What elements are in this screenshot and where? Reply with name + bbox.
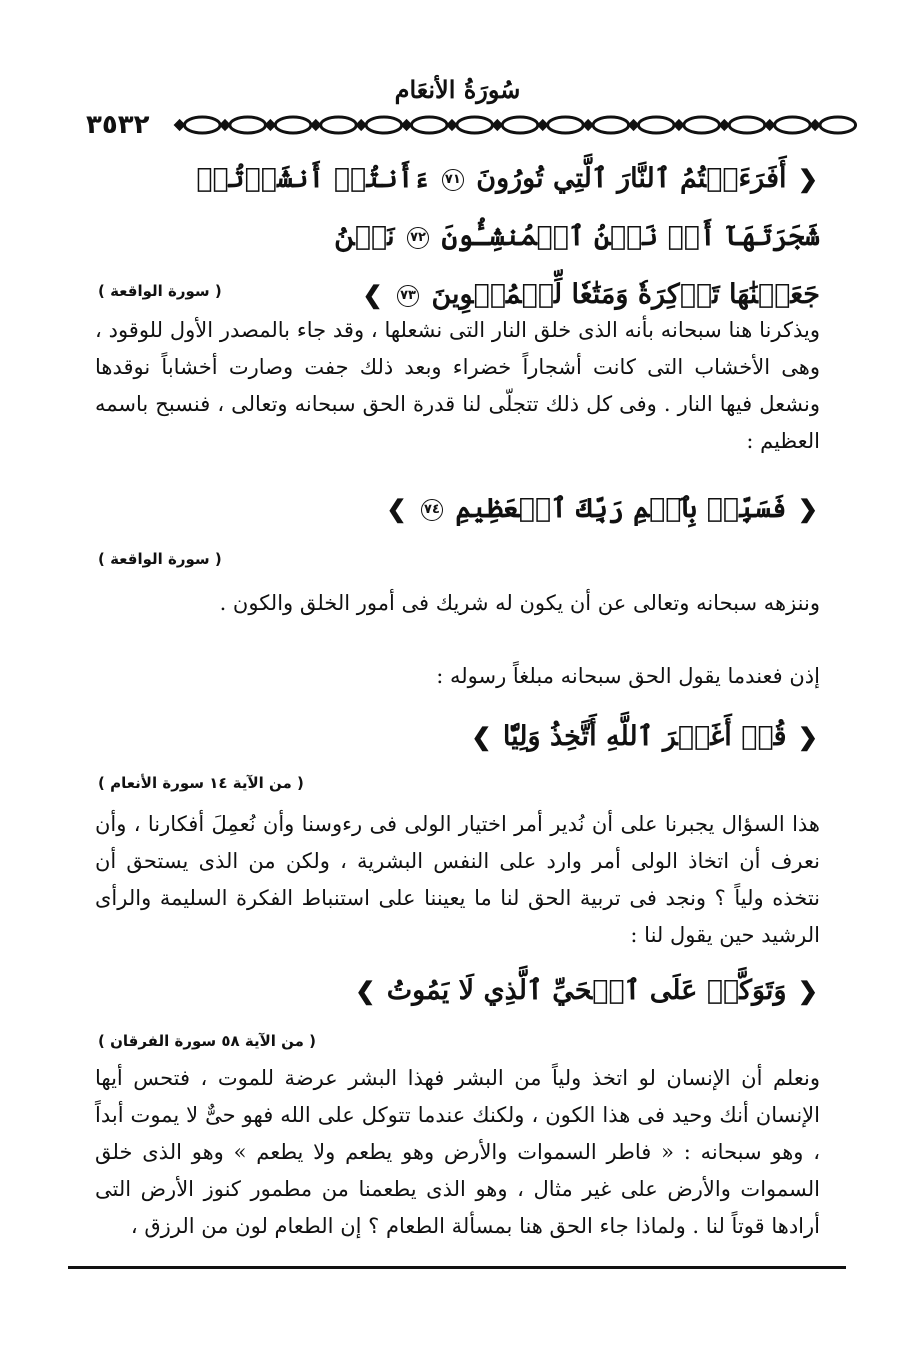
verse-reference: ( من الآية ١٤ سورة الأنعام ) — [98, 774, 304, 792]
verse-line-2: جَعَلۡنَٰهَا تَذۡكِرَةٗ وَمَتَٰعٗا لِّلۡمُقۡوِينَ ٧٣ ❯ — [362, 279, 820, 310]
chain-diamond — [721, 121, 729, 129]
chain-oval — [457, 117, 493, 133]
chain-diamond — [267, 121, 275, 129]
tafsir-paragraph-1: ويذكرنا هنا سبحانه بأنه الذى خلق النار التى نشعلها ، وقد جاء بالمصدر الأول للوقود ، وهى الأخشاب التى كانت أشجاراً خضراء وبعد ذلك جفت وصارت أخشاباً نوقدها ونشعل فيها النار . وفى كل ذلك تتجلّى لنا قدرة الحق سبحانه وتعالى ، فنسبح باسمه العظيم : — [95, 318, 820, 453]
chain-oval — [185, 117, 221, 133]
chain-oval — [594, 117, 630, 133]
ayah-number: ٧٤ — [421, 499, 443, 521]
chain-oval — [412, 117, 448, 133]
chain-oval — [684, 117, 720, 133]
chain-oval — [230, 117, 266, 133]
chain-oval — [821, 117, 857, 133]
tafsir-paragraph-3: إذن فعندما يقول الحق سبحانه مبلغاً رسوله : — [436, 664, 820, 688]
verse-reference: ( سورة الواقعة ) — [98, 282, 222, 300]
chain-diamond — [176, 121, 184, 129]
tafsir-paragraph-5: ونعلم أن الإنسان لو اتخذ ولياً من البشر فهذا البشر عرضة للموت ، فتحس أيها الإنسان أنك وحيد فى هذا الكون ، ولكنك عندما تتوكل على الله فهو حىٌّ لا يموت أبداً ، وهو سبحانه : « فاطر السموات والأرض وهو يطعم ولا يطعم » وهو الذى خلق السموات والأرض على غير مثال ، وهو الذى يطعمنا من مطمور كنوز الأرض التى أرادها قوتاً لنا . ولماذا جاء الحق هنا بمسألة الطعام ؟ إن الطعام لون من الرزق ، — [95, 1066, 820, 1238]
chain-diamond — [403, 121, 411, 129]
verse-reference: ( من الآية ٥٨ سورة الفرقان ) — [98, 1032, 316, 1050]
chain-diamond — [358, 121, 366, 129]
page-number: ٣٥٣٢ — [86, 110, 150, 140]
verse-close-ornament: ❯ — [471, 722, 492, 751]
tafsir-paragraph-2: وننزهه سبحانه وتعالى عن أن يكون له شريك فى أمور الخلق والكون . — [219, 591, 820, 615]
chain-diamond — [222, 121, 230, 129]
ayah-number: ٧٣ — [397, 285, 419, 307]
ornamental-chain-border — [149, 110, 860, 140]
chain-diamond — [812, 121, 820, 129]
verse-open-ornament: ❮ — [797, 722, 818, 751]
chain-oval — [639, 117, 675, 133]
quran-verse-waqiah-74: ❮ فَسَبِّحۡ بِٱسۡمِ رَبِّكَ ٱلۡعَظِيمِ ٧٤ ❯ — [386, 493, 818, 524]
ayah-number: ٧١ — [442, 169, 464, 191]
chain-diamond — [585, 121, 593, 129]
verse-open-ornament: ❮ — [797, 976, 818, 1005]
chain-diamond — [448, 121, 456, 129]
chain-diamond — [630, 121, 638, 129]
chain-oval — [503, 117, 539, 133]
chain-oval — [276, 117, 312, 133]
verse-open-ornament: ❮ — [797, 164, 818, 193]
chain-diamond — [539, 121, 547, 129]
chain-diamond — [312, 121, 320, 129]
chain-oval — [730, 117, 766, 133]
ayah-number: ٧٢ — [407, 227, 429, 249]
chain-oval — [548, 117, 584, 133]
verse-close-ornament: ❯ — [386, 494, 407, 523]
verse-line-1: ❮ أَفَرَءَيۡتُمُ ٱلنَّارَ ٱلَّتِي تُورُونَ ٧١ ءَأَنتُمۡ أَنشَأۡتُمۡ شَجَرَتَهَآ أَمۡ نَحۡنُ ٱلۡمُنشِـُٔونَ ٧٢ نَحۡنُ — [196, 163, 820, 252]
verse-reference: ( سورة الواقعة ) — [98, 550, 222, 568]
verse-open-ornament: ❮ — [797, 494, 818, 523]
footer-rule — [68, 1266, 846, 1269]
chain-oval — [775, 117, 811, 133]
quran-verse-anam-14: ❮ قُلۡ أَغَيۡرَ ٱللَّهِ أَتَّخِذُ وَلِيّٗا ❯ — [471, 721, 818, 752]
quran-verse-furqan-58: ❮ وَتَوَكَّلۡ عَلَى ٱلۡحَيِّ ٱلَّذِي لَا يَمُوتُ ❯ — [355, 975, 818, 1006]
chain-diamond — [494, 121, 502, 129]
tafsir-paragraph-4: هذا السؤال يجبرنا على أن نُدير أمر اختيار الولى فى رءوسنا وأن نُعمِلَ أفكارنا ، وأن نعرف أن اتخاذ الولى أمر وارد على النفس البشرية ، ولكن من الذى يستحق أن نتخذه ولياً ؟ ونجد فى تربية الحق لنا ما يعيننا على استنباط الفكرة السليمة والرأى الرشيد حين يقول لنا : — [95, 812, 820, 947]
chain-diamond — [766, 121, 774, 129]
verse-close-ornament: ❯ — [362, 280, 383, 309]
chain-diamond — [675, 121, 683, 129]
header-border — [80, 110, 860, 140]
chain-oval — [321, 117, 357, 133]
verse-close-ornament: ❯ — [355, 976, 376, 1005]
surah-title: سُورَةُ الأنعَام — [394, 75, 521, 104]
chain-oval — [367, 117, 403, 133]
